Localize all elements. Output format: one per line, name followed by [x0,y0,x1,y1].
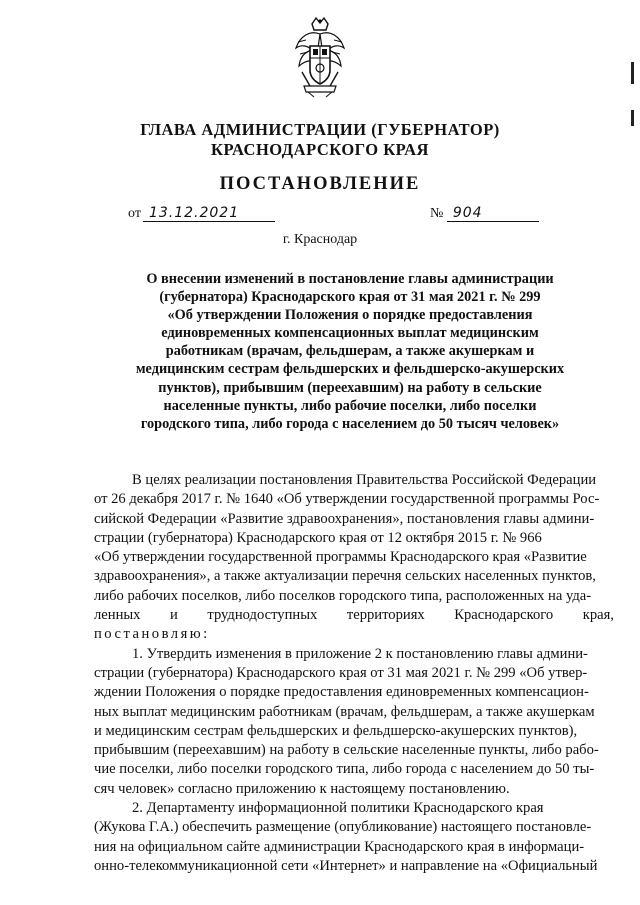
body-line [94,645,614,664]
body-line [94,741,614,760]
body-text: либо рабочих поселков, либо поселков городского типа, расположенных на уда- [94,587,592,604]
title-line: (губернатора) Краснодарского края от 31 мая 2021 г. № 299 [159,289,541,306]
title-line: единовременных компенсационных выплат медицинским [161,325,539,342]
document-body [94,471,614,876]
body-line [94,606,614,625]
body-line [94,818,614,837]
body-text: онно-телекоммуникационной сети «Интернет» и направление на «Официальный [94,857,598,874]
title-line: О внесении изменений в постановление главы администрации [146,271,554,287]
body-text: и медицинским сестрам фельдшерских и фельдшерско-акушерских пунктов), [94,722,578,739]
body-text: страции (губернатора) Краснодарского края от 12 октября 2015 г. № 966 [94,529,542,546]
body-line [94,587,614,606]
body-text: от 26 декабря 2017 г. № 1640 «Об утверждении государственной программы Рос- [94,491,600,508]
body-text: ждении Положения о порядке предоставления единовременных компенсацион- [94,684,589,701]
number-value: 904 [447,205,539,222]
body-line [94,703,614,722]
body-line [94,548,614,567]
body-line [94,780,614,799]
body-line [94,857,614,876]
body-line [94,760,614,779]
title-line: пунктов), прибывшим (переехавшим) на работу в сельские [158,379,542,396]
document-type: ПОСТАНОВЛЕНИЕ [219,174,421,194]
document-title [118,270,582,433]
authority-title-line1: ГЛАВА АДМИНИСТРАЦИИ (ГУБЕРНАТОР) [140,120,500,139]
body-text: Краснодарского [454,607,554,624]
body-line [94,510,614,529]
body-text: ленных [94,607,141,624]
body-line [94,625,614,644]
body-text: и [170,607,178,624]
body-line [94,799,614,818]
body-text: территориях [346,607,425,624]
title-line: населенные пункты, либо рабочие поселки, либо поселки [163,397,537,414]
body-line [94,490,614,509]
body-text: страции (губернатора) Краснодарского края от 31 мая 2021 г. № 299 «Об утвер- [94,664,588,681]
body-text: ных выплат медицинским работникам (врачам, фельдшерам, а также акушеркам [94,703,595,720]
body-line [94,838,614,857]
body-text: (Жукова Г.А.) обеспечить размещение (опубликование) настоящего постановле- [94,819,592,836]
body-text: прибывшим (переехавшим) на работу в сельские населенные пункты, либо рабо- [94,742,599,759]
body-text: «Об утверждении государственной программы Краснодарского края «Развитие [94,549,587,566]
coat-of-arms-icon [290,16,350,98]
body-text: чие поселки, либо поселки городского типа, либо города с населением до 50 ты- [94,761,595,778]
coat-of-arms-drawing [290,16,350,98]
title-line: «Об утверждении Положения о порядке предоставления [167,307,533,324]
body-text: 2. Департаменту информационной политики Краснодарского края [132,800,544,817]
authority-title-line2: КРАСНОДАРСКОГО КРАЯ [211,140,429,159]
title-line: городского типа, либо города с населением до 50 тысяч человек» [140,415,560,432]
body-text: здравоохранения», а также актуализации перечня сельских населенных пунктов, [94,568,596,585]
body-text: сийской Федерации «Развитие здравоохранения», постановления главы админи- [94,510,595,527]
body-line [94,567,614,586]
body-line [94,722,614,741]
body-line [94,529,614,548]
body-text: труднодоступных [207,607,318,624]
body-text: ния на официальном сайте администрации Краснодарского края в информаци- [94,838,585,855]
body-text: 1. Утвердить изменения в приложение 2 к постановлению главы админи- [132,645,588,662]
body-text: края, [582,607,614,624]
document-number [430,205,539,222]
body-line [94,471,614,490]
title-line: работникам (врачам, фельдшерам, а также акушеркам и [165,343,535,360]
date-prefix: от [128,206,141,221]
body-line [94,683,614,702]
body-line [94,664,614,683]
document-date [128,205,275,222]
body-text: постановляю: [94,626,210,643]
date-value: 13.12.2021 [143,205,275,222]
body-text: сяч человек» согласно приложению к настоящему постановлению. [94,780,510,797]
title-line: медицинским сестрам фельдшерских и фельдшерско-акушерских [135,361,565,378]
number-prefix: № [430,206,444,221]
city: г. Краснодар [282,232,358,247]
body-text: В целях реализации постановления Правительства Российской Федерации [132,472,597,488]
